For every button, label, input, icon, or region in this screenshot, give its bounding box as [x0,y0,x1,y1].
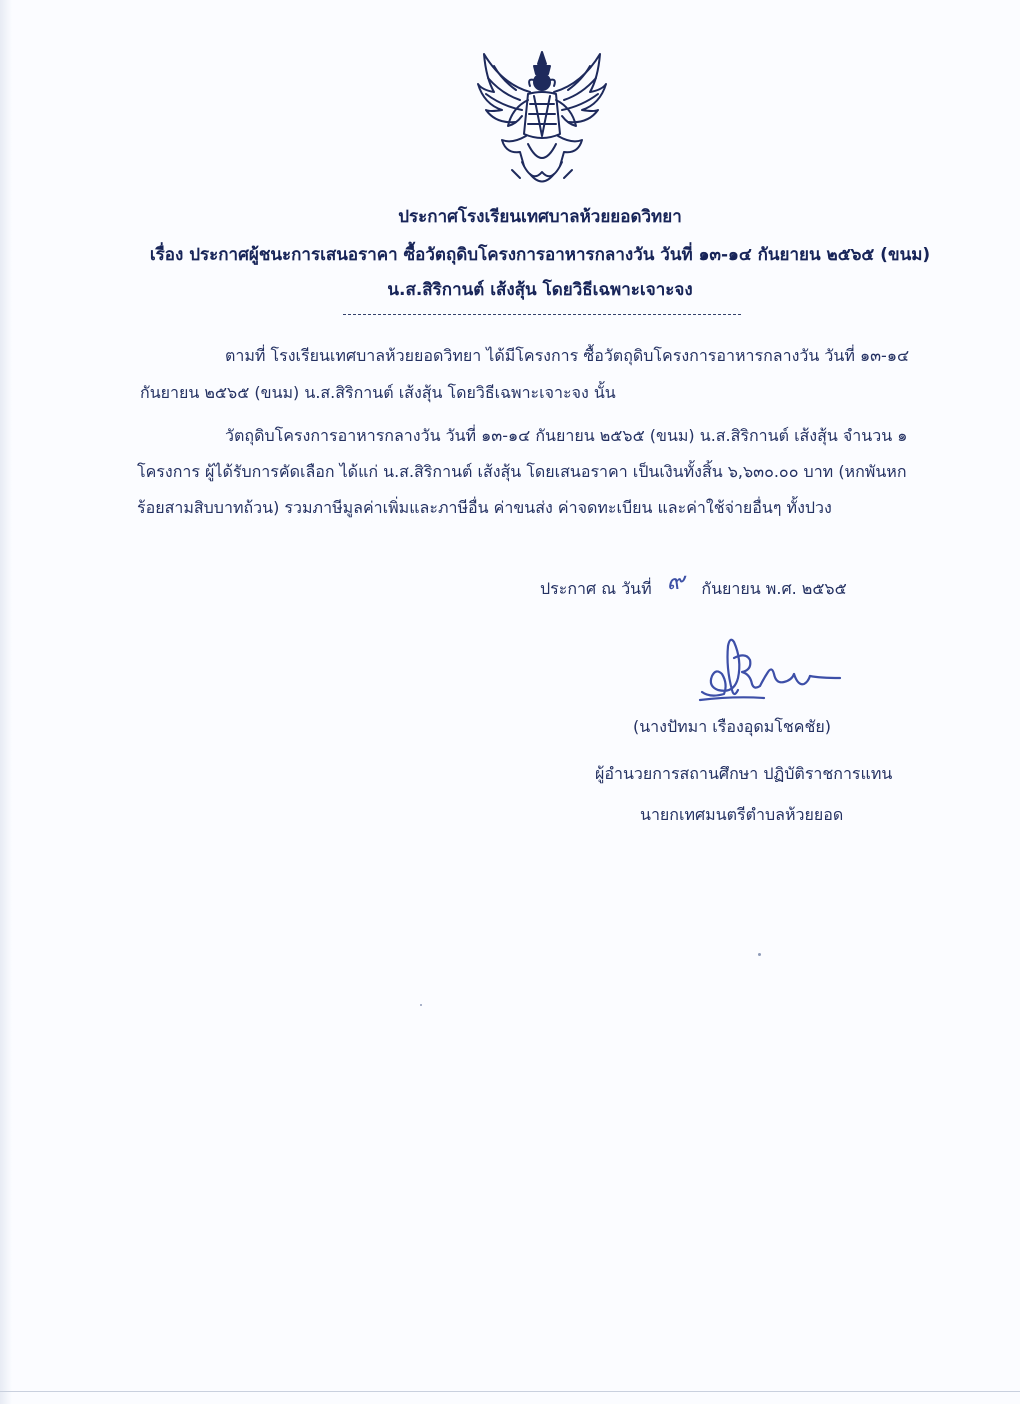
announcement-date-suffix: กันยายน พ.ศ. ๒๕๖๕ [701,579,847,598]
signer-name: (นางปัทมา เรืองอุดมโชคชัย) [633,717,831,736]
paragraph-1-line-2: กันยายน ๒๕๖๕ (ขนม) น.ส.สิริกานต์ เส้งสุ้น โดยวิธีเฉพาะเจาะจง นั้น [140,383,616,402]
paragraph-2-line-2: โครงการ ผู้ได้รับการคัดเลือก ได้แก่ น.ส.สิริกานต์ เส้งสุ้น โดยเสนอราคา เป็นเงินทั้งสิ้น ๖,๖๓๐.๐๐ บาท (หกพันหก [137,462,907,481]
handwritten-signature [694,628,844,708]
announcement-date-prefix: ประกาศ ณ วันที่ [540,579,652,598]
announcement-subject-continued: น.ส.สิริกานต์ เส้งสุ้น โดยวิธีเฉพาะเจาะจง [387,280,693,300]
scan-speck [420,1004,422,1006]
paragraph-2-line-3: ร้อยสามสิบบาทถ้วน) รวมภาษีมูลค่าเพิ่มและภาษีอื่น ค่าขนส่ง ค่าจดทะเบียน และค่าใช้จ่ายอื่นๆ ทั้งปวง [137,498,832,517]
signer-authority: นายกเทศมนตรีตำบลห้วยยอด [640,805,844,824]
signer-position: ผู้อำนวยการสถานศึกษา ปฏิบัติราชการแทน [595,764,893,783]
dashed-separator [343,314,741,315]
announcement-date [540,566,847,605]
handwritten-day: ๙ [666,567,685,595]
scan-speck [758,953,761,956]
announcement-subject: เรื่อง ประกาศผู้ชนะการเสนอราคา ซื้อวัตถุดิบโครงการอาหารกลางวัน วันที่ ๑๓-๑๔ กันยายน ๒๕๖๕ (ขนม) [149,245,931,265]
scan-bottom-edge [0,1391,1020,1392]
paragraph-1-line-1: ตามที่ โรงเรียนเทศบาลห้วยยอดวิทยา ได้มีโครงการ ซื้อวัตถุดิบโครงการอาหารกลางวัน วันที่ ๑๓-๑๔ [225,346,910,365]
announcement-heading: ประกาศโรงเรียนเทศบาลห้วยยอดวิทยา [398,207,682,227]
garuda-emblem-icon [472,44,612,189]
scan-edge-shadow [0,0,12,1404]
paragraph-2-line-1: วัตถุดิบโครงการอาหารกลางวัน วันที่ ๑๓-๑๔ กันยายน ๒๕๖๕ (ขนม) น.ส.สิริกานต์ เส้งสุ้น จำนวน ๑ [225,426,908,445]
